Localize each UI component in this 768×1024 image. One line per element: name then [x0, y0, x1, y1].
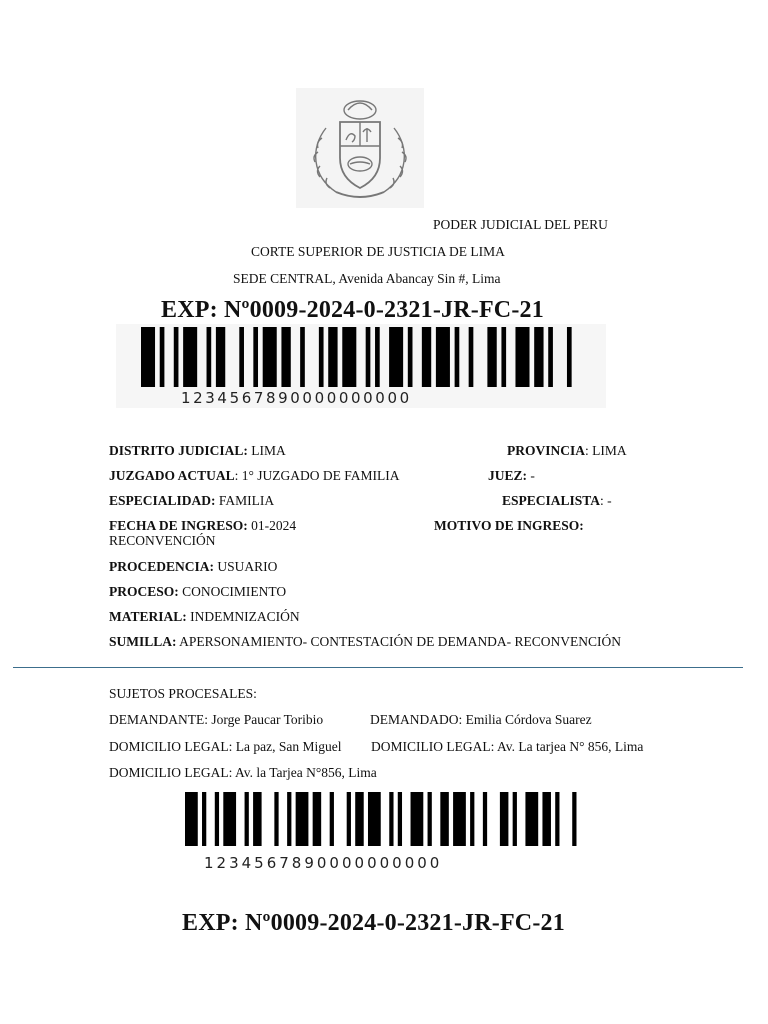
field-provincia: [507, 443, 627, 459]
field-motivo: [434, 518, 584, 534]
domicilio-legal-extra: DOMICILIO LEGAL: Av. la Tarjea N°856, Lima: [109, 765, 377, 780]
section-divider: [13, 667, 743, 668]
field-sumilla-value: APERSONAMIENTO- CONTESTACIÓN DE DEMANDA- RECONVENCIÓN: [176, 634, 622, 649]
field-especialidad-label: ESPECIALIDAD:: [109, 493, 216, 508]
barcode-top-bars: [116, 327, 606, 387]
field-juez-value: -: [527, 468, 535, 483]
court-seat-address: SEDE CENTRAL, Avenida Abancay Sin #, Lima: [233, 271, 501, 286]
coat-of-arms-seal: [296, 88, 424, 208]
field-motivo-label: MOTIVO DE INGRESO:: [434, 518, 584, 533]
case-number-top: EXP: Nº0009-2024-0-2321-JR-FC-21: [161, 297, 544, 323]
barcode-bottom-frame: [163, 792, 607, 848]
barcode-top-number: 1234567890000000000: [181, 389, 412, 407]
field-juzgado-label: JUZGADO ACTUAL: [109, 468, 235, 483]
field-fecha-value: 01-2024: [247, 518, 297, 533]
field-material: [109, 609, 300, 625]
field-juzgado-value: : 1° JUZGADO DE FAMILIA: [234, 468, 400, 483]
sujetos-title: SUJETOS PROCESALES:: [109, 686, 257, 701]
field-especialidad: [109, 493, 274, 509]
field-procedencia: [109, 559, 277, 575]
domicilio-demandado: DOMICILIO LEGAL: Av. La tarjea N° 856, Lima: [371, 739, 644, 754]
field-provincia-label: PROVINCIA: [507, 443, 586, 458]
field-proceso-label: PROCESO:: [109, 584, 179, 599]
field-juez: [488, 468, 535, 484]
field-material-value: INDEMNIZACIÓN: [186, 609, 300, 624]
demandado: DEMANDADO: Emilia Córdova Suarez: [370, 712, 592, 727]
field-sumilla-label: SUMILLA:: [109, 634, 177, 649]
field-especialista-value: : -: [600, 493, 612, 508]
field-proceso-value: CONOCIMIENTO: [178, 584, 287, 599]
field-material-label: MATERIAL:: [109, 609, 187, 624]
field-procedencia-value: USUARIO: [214, 559, 278, 574]
institution-name: PODER JUDICIAL DEL PERU: [433, 217, 608, 232]
barcode-bottom-number: 1234567890000000000: [204, 854, 443, 872]
barcode-bottom-bars: [163, 792, 607, 846]
field-juzgado: [109, 468, 400, 484]
field-proceso: [109, 584, 286, 600]
case-number-bottom: EXP: Nº0009-2024-0-2321-JR-FC-21: [182, 910, 565, 936]
field-fecha: [109, 518, 296, 534]
field-sumilla: [109, 634, 621, 650]
demandante: DEMANDANTE: Jorge Paucar Toribio: [109, 712, 324, 727]
field-provincia-value: : LIMA: [585, 443, 627, 458]
field-distrito-value: LIMA: [247, 443, 286, 458]
field-motivo-value: RECONVENCIÓN: [109, 533, 216, 548]
field-especialidad-value: FAMILIA: [215, 493, 275, 508]
field-distrito-label: DISTRITO JUDICIAL:: [109, 443, 248, 458]
field-especialista-label: ESPECIALISTA: [502, 493, 601, 508]
field-distrito: [109, 443, 286, 459]
field-juez-label: JUEZ:: [488, 468, 528, 483]
field-especialista: [502, 493, 612, 509]
field-fecha-label: FECHA DE INGRESO:: [109, 518, 248, 533]
field-procedencia-label: PROCEDENCIA:: [109, 559, 215, 574]
court-name: CORTE SUPERIOR DE JUSTICIA DE LIMA: [251, 244, 505, 259]
domicilio-demandante: DOMICILIO LEGAL: La paz, San Miguel: [109, 739, 342, 754]
